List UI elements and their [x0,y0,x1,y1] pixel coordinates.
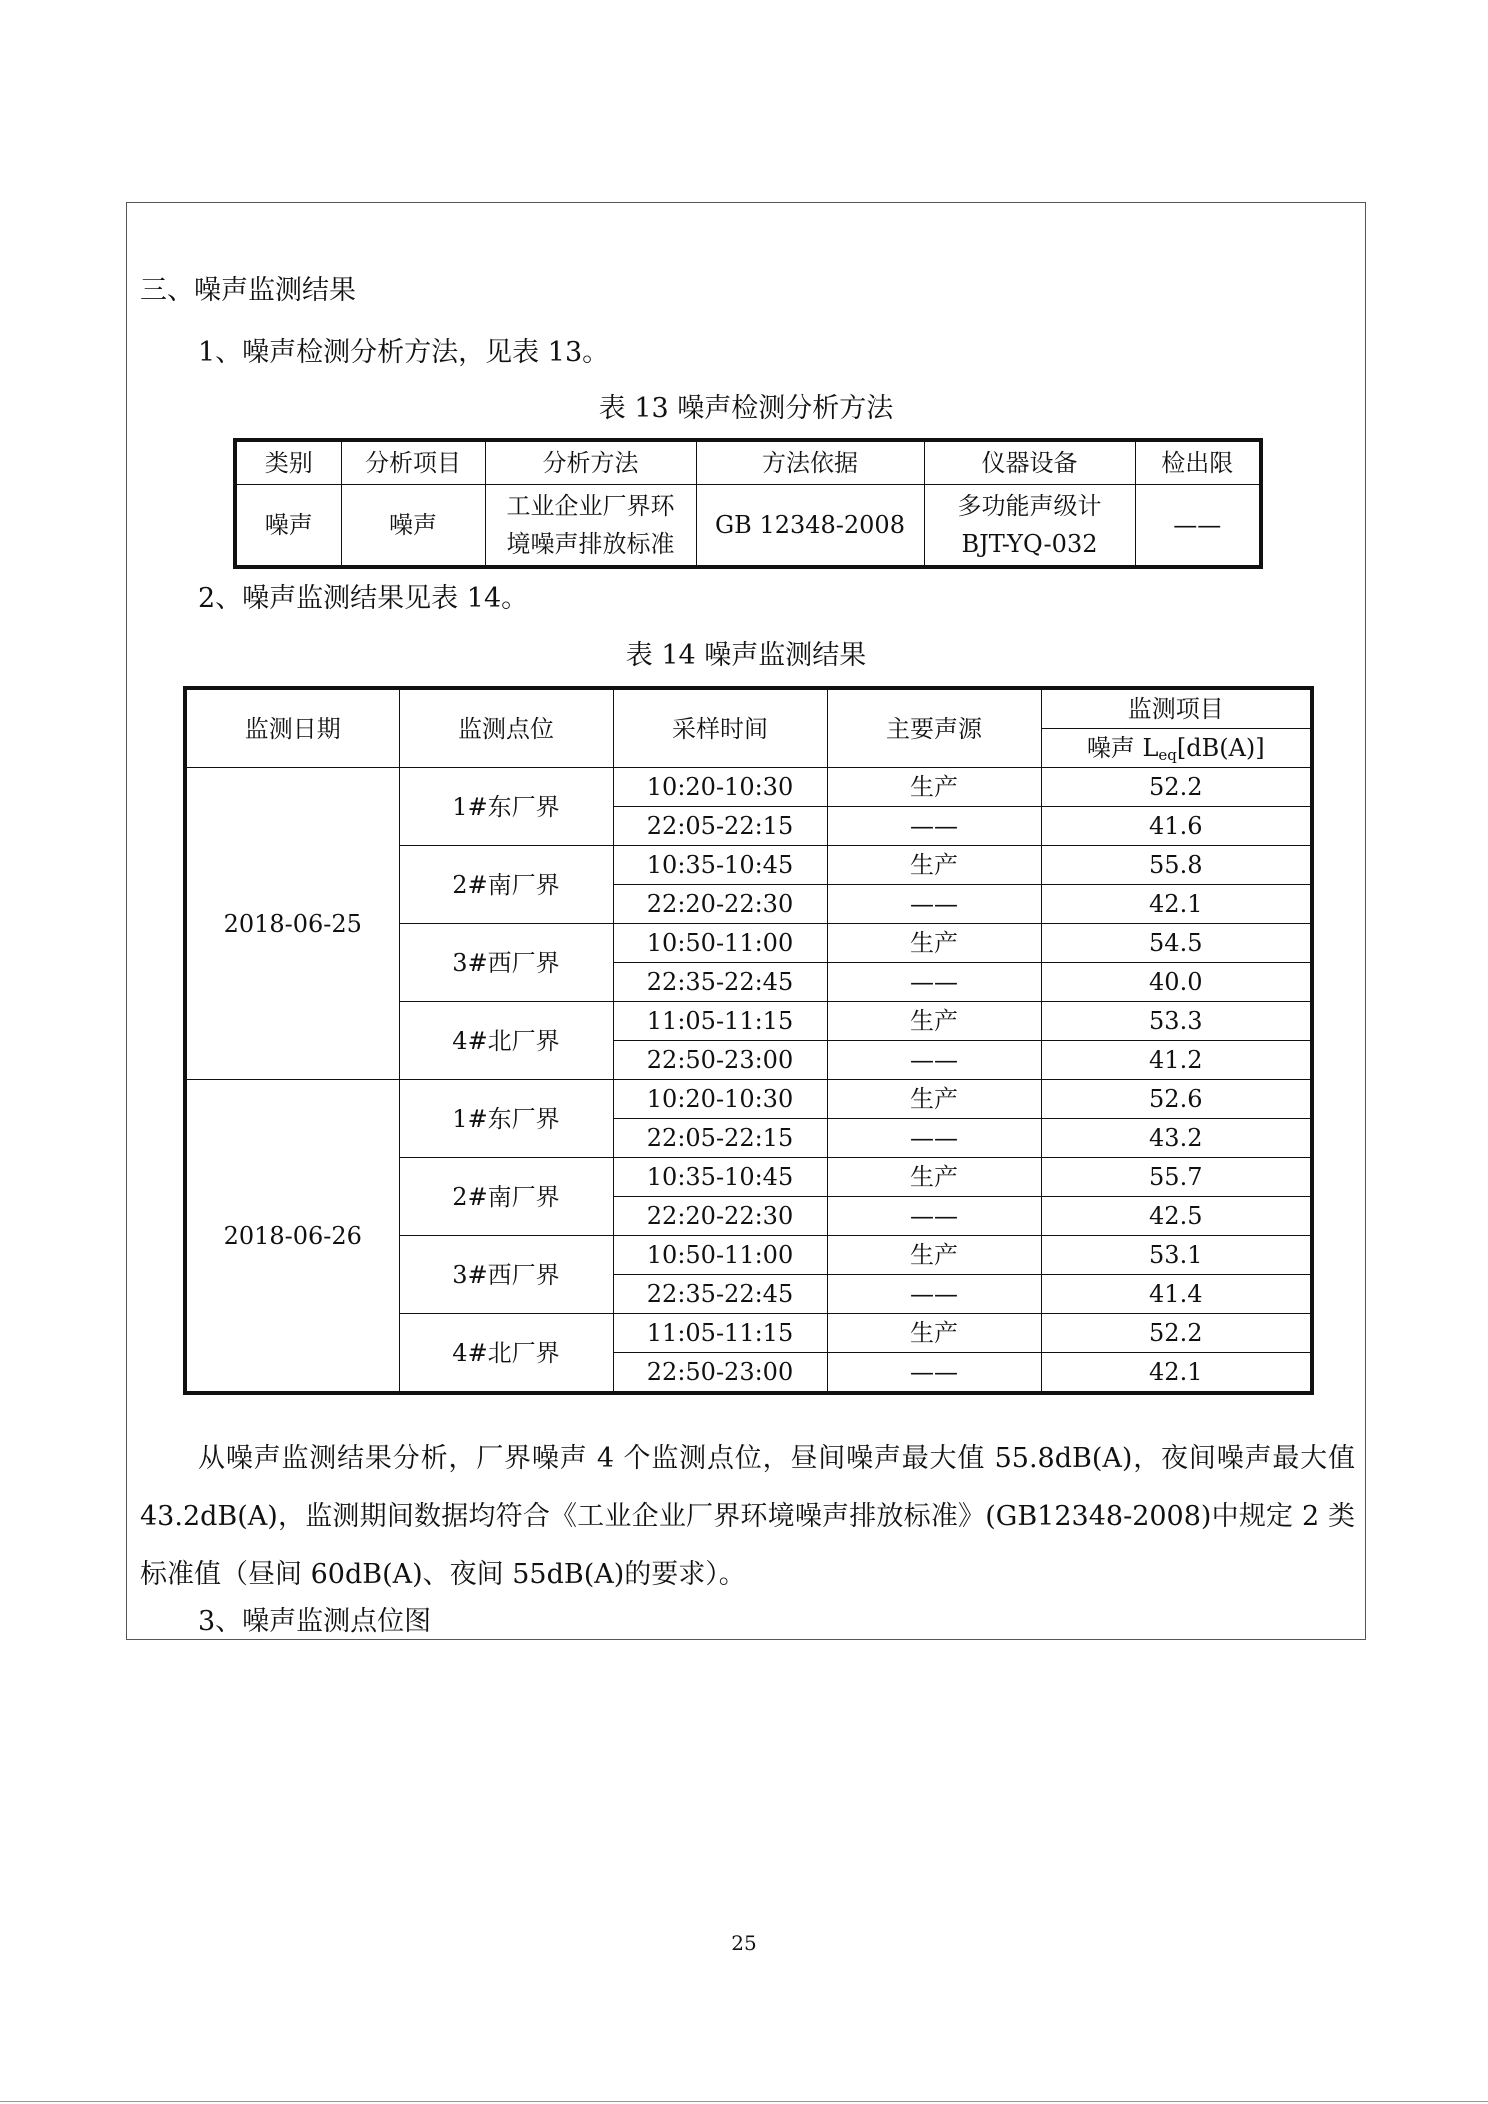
t13-cell-method [485,485,696,568]
t14-cell-time: 22:35-22:45 [613,963,827,1002]
t14-header-date: 监测日期 [185,688,399,768]
t14-cell-time: 22:20-22:30 [613,1197,827,1236]
t14-cell-value: 53.1 [1041,1236,1312,1275]
t14-cell-source: 生产 [827,1314,1041,1353]
t14-cell-value: 55.7 [1041,1158,1312,1197]
t14-cell-value: 42.5 [1041,1197,1312,1236]
t14-header-item: 监测项目 [1041,688,1312,729]
t13-header-basis: 方法依据 [696,440,924,485]
item-2-text: 2、噪声监测结果见表 14。 [198,583,529,614]
table-13-caption: 表 13 噪声检测分析方法 [598,393,894,424]
t14-cell-time: 10:50-11:00 [613,924,827,963]
t14-cell-value: 55.8 [1041,846,1312,885]
table-14 [183,686,1314,1395]
t14-cell-time: 22:05-22:15 [613,807,827,846]
t14-cell-point: 4#北厂界 [399,1002,613,1080]
t14-cell-time: 10:35-10:45 [613,846,827,885]
table-row [185,1080,1312,1119]
t14-noise-sub: eq [1158,746,1177,764]
table-14-caption: 表 14 噪声监测结果 [625,640,867,671]
t14-cell-point: 3#西厂界 [399,1236,613,1314]
t14-cell-source: —— [827,1119,1041,1158]
section-heading: 三、噪声监测结果 [140,275,356,306]
t14-cell-value: 54.5 [1041,924,1312,963]
t14-cell-source: 生产 [827,1158,1041,1197]
t13-cell-limit: —— [1135,485,1261,568]
t14-cell-time: 11:05-11:15 [613,1314,827,1353]
t14-cell-time: 22:35-22:45 [613,1275,827,1314]
t14-cell-source: —— [827,1353,1041,1394]
table-row [185,768,1312,807]
t14-cell-value: 41.6 [1041,807,1312,846]
t13-cell-category: 噪声 [235,485,341,568]
t14-cell-time: 11:05-11:15 [613,1002,827,1041]
t13-method-line2: 境噪声排放标准 [506,530,675,558]
t14-header-noise [1041,729,1312,768]
t13-cell-item: 噪声 [341,485,485,568]
t14-cell-point: 2#南厂界 [399,1158,613,1236]
t14-cell-time: 10:35-10:45 [613,1158,827,1197]
t14-cell-time: 22:50-23:00 [613,1353,827,1394]
t14-header-source: 主要声源 [827,688,1041,768]
t14-cell-value: 52.2 [1041,768,1312,807]
bottom-rule [0,2101,1488,2102]
t14-cell-time: 22:05-22:15 [613,1119,827,1158]
t14-cell-source: 生产 [827,846,1041,885]
table-13 [233,438,1263,569]
t14-cell-source: 生产 [827,1236,1041,1275]
t14-cell-source: —— [827,1041,1041,1080]
t14-cell-point: 4#北厂界 [399,1314,613,1394]
t14-cell-date: 2018-06-26 [185,1080,399,1394]
t14-cell-point: 3#西厂界 [399,924,613,1002]
t14-cell-date: 2018-06-25 [185,768,399,1080]
t14-cell-value: 52.6 [1041,1080,1312,1119]
t13-instrument-line1: 多功能声级计 [957,492,1102,520]
t14-noise-suffix: [dB(A)] [1176,734,1265,762]
t14-cell-source: —— [827,963,1041,1002]
t14-cell-value: 42.1 [1041,885,1312,924]
t13-instrument-line2: BJT-YQ-032 [961,530,1098,558]
page-number: 25 [731,1931,757,1955]
t14-header-time: 采样时间 [613,688,827,768]
item-1-text: 1、噪声检测分析方法，见表 13。 [198,337,610,368]
t14-cell-time: 22:50-23:00 [613,1041,827,1080]
t14-cell-source: —— [827,1197,1041,1236]
t13-header-method: 分析方法 [485,440,696,485]
t14-cell-point: 1#东厂界 [399,768,613,846]
t14-noise-prefix: 噪声 L [1086,734,1159,762]
t14-cell-point: 2#南厂界 [399,846,613,924]
t14-cell-time: 10:20-10:30 [613,1080,827,1119]
t14-cell-value: 42.1 [1041,1353,1312,1394]
t13-header-item: 分析项目 [341,440,485,485]
t14-cell-value: 52.2 [1041,1314,1312,1353]
t13-cell-basis: GB 12348-2008 [696,485,924,568]
t14-cell-time: 10:50-11:00 [613,1236,827,1275]
t14-cell-source: 生产 [827,768,1041,807]
t14-cell-source: 生产 [827,1002,1041,1041]
t14-cell-point: 1#东厂界 [399,1080,613,1158]
t14-cell-value: 41.2 [1041,1041,1312,1080]
t14-cell-source: —— [827,1275,1041,1314]
t14-cell-source: 生产 [827,1080,1041,1119]
t13-cell-instrument [924,485,1135,568]
t13-header-category: 类别 [235,440,341,485]
t14-cell-source: 生产 [827,924,1041,963]
t14-cell-source: —— [827,885,1041,924]
analysis-paragraph: 从噪声监测结果分析，厂界噪声 4 个监测点位，昼间噪声最大值 55.8dB(A)，夜间噪声最大值 43.2dB(A)，监测期间数据均符合《工业企业厂界环境噪声排放标准》(GB12348-2008)中规定 2 类标准值（昼间 60dB(A)、夜间 55dB(A)的要求）。 [140,1443,1355,1590]
t14-cell-value: 41.4 [1041,1275,1312,1314]
t13-method-line1: 工业企业厂界环 [506,492,675,520]
t14-cell-value: 53.3 [1041,1002,1312,1041]
t13-header-instrument: 仪器设备 [924,440,1135,485]
t14-cell-time: 22:20-22:30 [613,885,827,924]
t14-header-point: 监测点位 [399,688,613,768]
t14-cell-value: 40.0 [1041,963,1312,1002]
t14-cell-time: 10:20-10:30 [613,768,827,807]
t14-cell-source: —— [827,807,1041,846]
t14-cell-value: 43.2 [1041,1119,1312,1158]
t13-header-limit: 检出限 [1135,440,1261,485]
item-3-text: 3、噪声监测点位图 [198,1606,432,1637]
